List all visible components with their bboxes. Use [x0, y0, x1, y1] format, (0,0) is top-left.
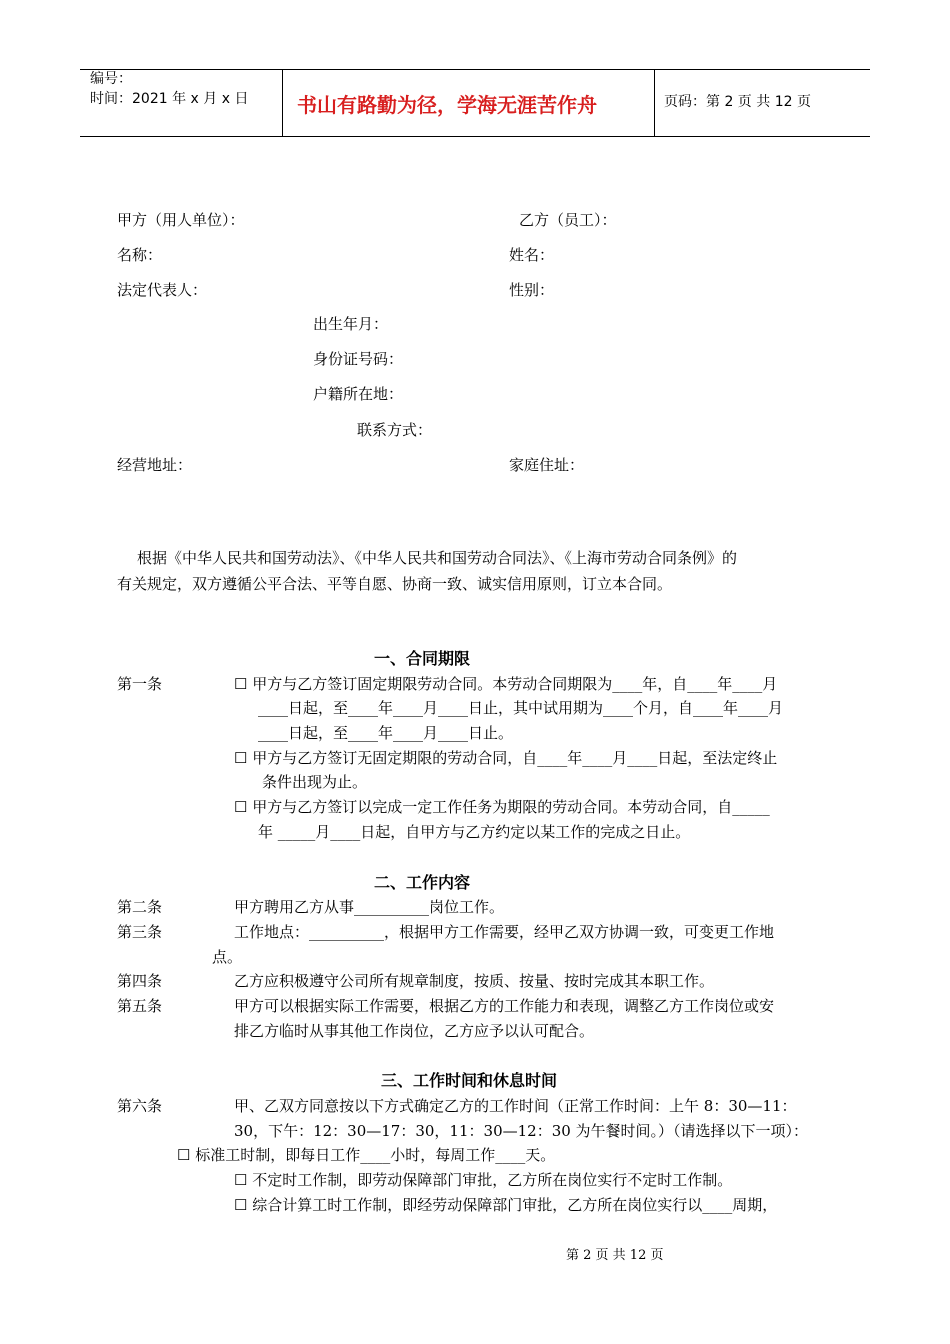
article-1-option-1-line-2: ____日起，至____年____月____日止，其中试用期为____个月，自____年____月 [258, 699, 784, 717]
article-6-label: 第六条 [117, 1097, 163, 1115]
household-field: 户籍所在地： [313, 385, 404, 403]
article-2-label: 第二条 [117, 898, 163, 916]
header-page-info: 页码：第 2 页 共 12 页 [664, 94, 811, 110]
article-1-option-3-line-2: 年 _____月____日起，自甲方与乙方约定以某工作的完成之日止。 [258, 823, 691, 841]
section-2-title: 二、工作内容 [374, 873, 471, 892]
party-a-label: 甲方（用人单位）： [117, 211, 245, 229]
intro-line-1: 根据《中华人民共和国劳动法》、《中华人民共和国劳动合同法》、《上海市劳动合同条例》的 [137, 549, 738, 567]
id-number-field: 身份证号码： [313, 350, 404, 368]
header-top-border [80, 69, 870, 70]
legal-rep-field: 法定代表人： [117, 281, 208, 299]
home-address-field: 家庭住址： [509, 456, 585, 474]
article-5-line-1: 甲方可以根据实际工作需要，根据乙方的工作能力和表现，调整乙方工作岗位或安 [234, 997, 775, 1015]
article-1-option-2-line-2: 条件出现为止。 [262, 773, 368, 791]
article-6-line-2: 30，下午：12：30—17：30，11：30—12：30 为午餐时间。）（请选择以下一项）： [234, 1122, 809, 1140]
article-4-label: 第四条 [117, 972, 163, 990]
article-2-text: 甲方聘用乙方从事__________岗位工作。 [234, 898, 505, 916]
gender-field: 性别： [509, 281, 555, 299]
business-address-field: 经营地址： [117, 456, 193, 474]
article-1-option-3-line-1: ☐ 甲方与乙方签订以完成一定工作任务为期限的劳动合同。本劳动合同，自_____ [234, 798, 770, 816]
header-date: 时间：2021 年 x 月 x 日 [90, 91, 249, 107]
birth-field: 出生年月： [313, 315, 389, 333]
header-number-label: 编号： [90, 71, 132, 87]
contact-field: 联系方式： [357, 421, 433, 439]
section-1-title: 一、合同期限 [374, 649, 471, 668]
article-1-option-1-line-3: ____日起，至____年____月____日止。 [258, 724, 514, 742]
article-4-text: 乙方应积极遵守公司所有规章制度，按质、按量、按时完成其本职工作。 [234, 972, 715, 990]
employee-name-field: 姓名： [509, 246, 555, 264]
article-6-line-1: 甲、乙双方同意按以下方式确定乙方的工作时间（正常工作时间：上午 8：30—11： [234, 1097, 797, 1115]
article-3-label: 第三条 [117, 923, 163, 941]
article-1-option-2-line-1: ☐ 甲方与乙方签订无固定期限的劳动合同，自____年____月____日起，至法定终止 [234, 749, 778, 767]
header-divider-left [282, 69, 283, 136]
article-3-line-2: 点。 [212, 948, 243, 966]
article-1-label: 第一条 [117, 675, 163, 693]
header-motto: 书山有路勤为径，学海无涯苦作舟 [297, 93, 597, 117]
article-6-option-flexible: ☐ 不定时工作制，即劳动保障部门审批，乙方所在岗位实行不定时工作制。 [234, 1171, 733, 1189]
party-b-label: 乙方（员工）： [519, 211, 617, 229]
header-bottom-border [80, 136, 870, 137]
article-1-option-1-line-1: ☐ 甲方与乙方签订固定期限劳动合同。本劳动合同期限为____年，自____年____月 [234, 675, 778, 693]
article-6-option-comprehensive: ☐ 综合计算工时工作制，即经劳动保障部门审批，乙方所在岗位实行以____周期， [234, 1196, 778, 1214]
article-5-line-2: 排乙方临时从事其他工作岗位，乙方应予以认可配合。 [234, 1022, 595, 1040]
intro-line-2: 有关规定，双方遵循公平合法、平等自愿、协商一致、诚实信用原则，订立本合同。 [117, 575, 673, 593]
article-5-label: 第五条 [117, 997, 163, 1015]
section-3-title: 三、工作时间和休息时间 [381, 1071, 558, 1090]
header-divider-right [654, 69, 655, 136]
page-footer: 第 2 页 共 12 页 [566, 1248, 664, 1263]
article-6-option-standard: ☐ 标准工时制，即每日工作____小时，每周工作____天。 [177, 1146, 556, 1164]
company-name-field: 名称： [117, 246, 163, 264]
article-3-line-1: 工作地点：__________，根据甲方工作需要，经甲乙双方协调一致，可变更工作地 [234, 923, 775, 941]
